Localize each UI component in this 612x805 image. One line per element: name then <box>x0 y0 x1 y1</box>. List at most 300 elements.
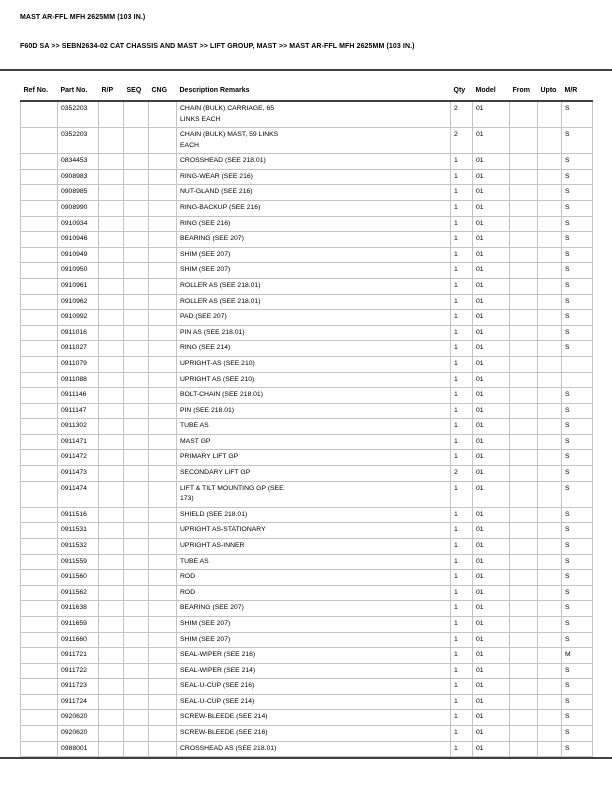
cell-upto <box>538 570 562 586</box>
cell-from <box>510 232 538 248</box>
cell-qty: 1 <box>451 403 473 419</box>
cell-model: 01 <box>473 523 510 539</box>
cell-qty: 1 <box>451 507 473 523</box>
cell-upto <box>538 154 562 170</box>
cell-from <box>510 310 538 326</box>
cell-rp <box>99 341 124 357</box>
table-row <box>21 554 593 570</box>
table-row <box>21 403 593 419</box>
description-text: CROSSHEAD AS (SEE 218.01) <box>180 744 277 752</box>
description-text: ROLLER AS (SEE 218.01) <box>180 281 261 289</box>
table-body <box>21 101 593 757</box>
cell-ref <box>21 185 58 201</box>
cell-ref <box>21 726 58 742</box>
cell-seq <box>124 585 149 601</box>
cell-seq <box>124 216 149 232</box>
cell-upto <box>538 601 562 617</box>
cell-from <box>510 466 538 482</box>
description-text: ROD <box>180 573 196 581</box>
cell-part: 0911722 <box>58 663 99 679</box>
cell-ref <box>21 278 58 294</box>
cell-mr: S <box>562 741 593 757</box>
table-row <box>21 341 593 357</box>
cell-model: 01 <box>473 481 510 507</box>
cell-mr: S <box>562 570 593 586</box>
cell-qty: 1 <box>451 663 473 679</box>
cell-seq <box>124 466 149 482</box>
cell-ref <box>21 325 58 341</box>
cell-rp <box>99 507 124 523</box>
cell-part: 0910961 <box>58 278 99 294</box>
cell-mr: S <box>562 663 593 679</box>
cell-seq <box>124 679 149 695</box>
description-text: SCREW-BLEEDE (SEE 214) <box>180 713 268 721</box>
description-text: SEAL-WIPER (SEE 216) <box>180 651 256 659</box>
cell-part: 0911473 <box>58 466 99 482</box>
cell-seq <box>124 128 149 154</box>
cell-part: 0911474 <box>58 481 99 507</box>
cell-part: 0910946 <box>58 232 99 248</box>
cell-ref <box>21 154 58 170</box>
cell-ref <box>21 679 58 695</box>
cell-cng <box>149 481 177 507</box>
cell-part: 0911472 <box>58 450 99 466</box>
table-row <box>21 450 593 466</box>
cell-model: 01 <box>473 294 510 310</box>
cell-upto <box>538 403 562 419</box>
cell-from <box>510 663 538 679</box>
cell-ref <box>21 403 58 419</box>
table-row <box>21 325 593 341</box>
cell-from <box>510 294 538 310</box>
cell-ref <box>21 694 58 710</box>
cell-part: 0908983 <box>58 169 99 185</box>
cell-qty: 1 <box>451 341 473 357</box>
description-text: PAD (SEE 207) <box>180 313 227 321</box>
cell-seq <box>124 663 149 679</box>
cell-qty: 1 <box>451 694 473 710</box>
cell-model: 01 <box>473 694 510 710</box>
cell-desc <box>177 325 451 341</box>
description-text: UPRIGHT-AS (SEE 210) <box>180 359 255 367</box>
cell-desc <box>177 450 451 466</box>
table-row <box>21 294 593 310</box>
cell-cng <box>149 726 177 742</box>
cell-mr: S <box>562 232 593 248</box>
cell-mr: S <box>562 310 593 326</box>
table-row <box>21 741 593 757</box>
cell-part: 0911088 <box>58 372 99 388</box>
cell-part: 0352203 <box>58 101 99 128</box>
description-text: UPRIGHT AS-STATIONARY <box>180 526 266 534</box>
cell-desc <box>177 507 451 523</box>
table-row <box>21 216 593 232</box>
cell-mr: S <box>562 200 593 216</box>
cell-desc <box>177 648 451 664</box>
cell-upto <box>538 419 562 435</box>
cell-part: 0834453 <box>58 154 99 170</box>
cell-part: 0911660 <box>58 632 99 648</box>
cell-rp <box>99 247 124 263</box>
cell-rp <box>99 616 124 632</box>
cell-desc <box>177 632 451 648</box>
table-row <box>21 585 593 601</box>
cell-desc <box>177 154 451 170</box>
table-row <box>21 523 593 539</box>
cell-desc <box>177 694 451 710</box>
cell-ref <box>21 419 58 435</box>
cell-ref <box>21 247 58 263</box>
cell-cng <box>149 570 177 586</box>
cell-desc <box>177 663 451 679</box>
cell-desc <box>177 356 451 372</box>
description-text: SEAL-WIPER (SEE 214) <box>180 666 256 674</box>
table-row <box>21 648 593 664</box>
cell-qty: 1 <box>451 247 473 263</box>
table-row <box>21 632 593 648</box>
description-text: RING (SEE 214) <box>180 344 231 352</box>
description-text: BEARING (SEE 207) <box>180 604 244 612</box>
cell-seq <box>124 232 149 248</box>
cell-rp <box>99 538 124 554</box>
cell-desc <box>177 616 451 632</box>
cell-ref <box>21 741 58 757</box>
description-text: ROLLER AS (SEE 218.01) <box>180 297 261 305</box>
table-row <box>21 710 593 726</box>
cell-rp <box>99 294 124 310</box>
cell-rp <box>99 356 124 372</box>
cell-desc <box>177 310 451 326</box>
cell-part: 0911531 <box>58 523 99 539</box>
cell-ref <box>21 450 58 466</box>
cell-part: 0908990 <box>58 200 99 216</box>
cell-part: 0910934 <box>58 216 99 232</box>
cell-upto <box>538 616 562 632</box>
cell-qty: 1 <box>451 679 473 695</box>
cell-qty: 1 <box>451 570 473 586</box>
cell-from <box>510 372 538 388</box>
cell-cng <box>149 601 177 617</box>
cell-qty: 1 <box>451 278 473 294</box>
cell-model: 01 <box>473 169 510 185</box>
cell-rp <box>99 632 124 648</box>
table-row <box>21 481 593 507</box>
cell-cng <box>149 128 177 154</box>
cell-upto <box>538 216 562 232</box>
cell-from <box>510 388 538 404</box>
cell-upto <box>538 523 562 539</box>
cell-desc <box>177 466 451 482</box>
cell-mr: S <box>562 450 593 466</box>
cell-mr: S <box>562 294 593 310</box>
description-text: TUBE AS <box>180 557 209 565</box>
cell-qty: 1 <box>451 450 473 466</box>
cell-part: 0910949 <box>58 247 99 263</box>
description-text: SHIM (SEE 207) <box>180 619 231 627</box>
cell-qty: 1 <box>451 372 473 388</box>
cell-ref <box>21 310 58 326</box>
cell-model: 01 <box>473 741 510 757</box>
cell-qty: 1 <box>451 154 473 170</box>
cell-mr: S <box>562 216 593 232</box>
cell-part: 0911027 <box>58 341 99 357</box>
cell-qty: 2 <box>451 128 473 154</box>
cell-mr: S <box>562 694 593 710</box>
cell-seq <box>124 710 149 726</box>
cell-rp <box>99 466 124 482</box>
cell-model: 01 <box>473 466 510 482</box>
cell-mr: S <box>562 632 593 648</box>
cell-rp <box>99 679 124 695</box>
cell-from <box>510 128 538 154</box>
description-text: UPRIGHT AS (SEE 210) <box>180 375 255 383</box>
cell-qty: 1 <box>451 601 473 617</box>
cell-rp <box>99 741 124 757</box>
cell-mr: S <box>562 507 593 523</box>
cell-cng <box>149 434 177 450</box>
cell-upto <box>538 481 562 507</box>
cell-qty: 1 <box>451 232 473 248</box>
cell-rp <box>99 388 124 404</box>
cell-mr: S <box>562 403 593 419</box>
description-text: CHAIN (BULK) CARRIAGE, 65 LINKS EACH <box>180 105 275 123</box>
cell-model: 01 <box>473 538 510 554</box>
cell-seq <box>124 450 149 466</box>
description-text: NUT-GLAND (SEE 216) <box>180 188 253 196</box>
cell-from <box>510 726 538 742</box>
cell-part: 0908985 <box>58 185 99 201</box>
cell-upto <box>538 169 562 185</box>
description-text: PIN (SEE 218.01) <box>180 406 235 414</box>
cell-part: 0988001 <box>58 741 99 757</box>
cell-cng <box>149 679 177 695</box>
cell-qty: 1 <box>451 216 473 232</box>
cell-upto <box>538 247 562 263</box>
breadcrumb: F60D SA >> SEBN2634-02 CAT CHASSIS AND MAST >> LIFT GROUP, MAST >> MAST AR-FFL MFH 2625MM (103 IN.) <box>20 43 415 50</box>
cell-upto <box>538 663 562 679</box>
cell-part: 0911516 <box>58 507 99 523</box>
cell-upto <box>538 310 562 326</box>
cell-qty: 1 <box>451 481 473 507</box>
cell-rp <box>99 523 124 539</box>
column-header-mr: M/R <box>562 71 593 101</box>
cell-part: 0911471 <box>58 434 99 450</box>
cell-desc <box>177 247 451 263</box>
cell-model: 01 <box>473 507 510 523</box>
cell-cng <box>149 741 177 757</box>
cell-rp <box>99 325 124 341</box>
cell-upto <box>538 200 562 216</box>
description-text: SHIM (SEE 207) <box>180 250 231 258</box>
table-row <box>21 726 593 742</box>
cell-seq <box>124 154 149 170</box>
cell-rp <box>99 710 124 726</box>
column-header-cng: CNG <box>149 71 177 101</box>
cell-qty: 1 <box>451 538 473 554</box>
cell-ref <box>21 710 58 726</box>
cell-mr: S <box>562 128 593 154</box>
cell-qty: 1 <box>451 169 473 185</box>
cell-desc <box>177 263 451 279</box>
page-title: MAST AR-FFL MFH 2625MM (103 IN.) <box>20 14 146 21</box>
cell-qty: 1 <box>451 263 473 279</box>
cell-rp <box>99 310 124 326</box>
document-page <box>0 13 612 759</box>
cell-from <box>510 185 538 201</box>
cell-part: 0911302 <box>58 419 99 435</box>
cell-mr: S <box>562 341 593 357</box>
cell-seq <box>124 263 149 279</box>
cell-model: 01 <box>473 372 510 388</box>
cell-cng <box>149 466 177 482</box>
cell-seq <box>124 726 149 742</box>
cell-model: 01 <box>473 570 510 586</box>
cell-part: 0910962 <box>58 294 99 310</box>
cell-from <box>510 710 538 726</box>
cell-qty: 2 <box>451 101 473 128</box>
cell-mr: S <box>562 679 593 695</box>
cell-from <box>510 403 538 419</box>
cell-from <box>510 216 538 232</box>
cell-seq <box>124 616 149 632</box>
cell-desc <box>177 601 451 617</box>
cell-desc <box>177 200 451 216</box>
cell-model: 01 <box>473 648 510 664</box>
cell-cng <box>149 419 177 435</box>
cell-qty: 1 <box>451 585 473 601</box>
cell-part: 0911638 <box>58 601 99 617</box>
cell-cng <box>149 663 177 679</box>
cell-mr: S <box>562 101 593 128</box>
cell-from <box>510 325 538 341</box>
cell-part: 0911016 <box>58 325 99 341</box>
cell-part: 0911659 <box>58 616 99 632</box>
cell-cng <box>149 507 177 523</box>
cell-cng <box>149 200 177 216</box>
cell-cng <box>149 372 177 388</box>
cell-cng <box>149 616 177 632</box>
cell-qty: 1 <box>451 726 473 742</box>
table-row <box>21 278 593 294</box>
cell-upto <box>538 232 562 248</box>
cell-rp <box>99 185 124 201</box>
table-row <box>21 466 593 482</box>
cell-cng <box>149 101 177 128</box>
cell-qty: 1 <box>451 185 473 201</box>
table-row <box>21 185 593 201</box>
description-text: ROD <box>180 588 196 596</box>
cell-seq <box>124 185 149 201</box>
cell-part: 0911147 <box>58 403 99 419</box>
cell-mr: S <box>562 278 593 294</box>
cell-desc <box>177 710 451 726</box>
cell-upto <box>538 585 562 601</box>
cell-from <box>510 419 538 435</box>
cell-rp <box>99 263 124 279</box>
cell-seq <box>124 372 149 388</box>
description-text: SEAL-U-CUP (SEE 216) <box>180 682 255 690</box>
cell-ref <box>21 169 58 185</box>
cell-desc <box>177 570 451 586</box>
cell-rp <box>99 154 124 170</box>
cell-upto <box>538 341 562 357</box>
cell-qty: 1 <box>451 200 473 216</box>
cell-seq <box>124 356 149 372</box>
cell-desc <box>177 419 451 435</box>
cell-mr: S <box>562 325 593 341</box>
cell-ref <box>21 616 58 632</box>
cell-model: 01 <box>473 632 510 648</box>
cell-desc <box>177 403 451 419</box>
cell-model: 01 <box>473 341 510 357</box>
table-row <box>21 419 593 435</box>
cell-model: 01 <box>473 726 510 742</box>
table-row <box>21 232 593 248</box>
cell-upto <box>538 466 562 482</box>
cell-cng <box>149 523 177 539</box>
cell-ref <box>21 101 58 128</box>
cell-qty: 1 <box>451 325 473 341</box>
cell-desc <box>177 185 451 201</box>
cell-cng <box>149 325 177 341</box>
cell-desc <box>177 278 451 294</box>
cell-qty: 1 <box>451 388 473 404</box>
cell-upto <box>538 434 562 450</box>
description-text: SCREW-BLEEDE (SEE 216) <box>180 729 268 737</box>
cell-part: 0911562 <box>58 585 99 601</box>
cell-model: 01 <box>473 585 510 601</box>
cell-mr <box>562 356 593 372</box>
table-row <box>21 247 593 263</box>
cell-mr: S <box>562 554 593 570</box>
cell-ref <box>21 388 58 404</box>
cell-model: 01 <box>473 419 510 435</box>
cell-ref <box>21 523 58 539</box>
cell-from <box>510 263 538 279</box>
description-text: RING-WEAR (SEE 216) <box>180 172 253 180</box>
cell-cng <box>149 554 177 570</box>
cell-desc <box>177 169 451 185</box>
cell-seq <box>124 388 149 404</box>
table-row <box>21 538 593 554</box>
cell-desc <box>177 101 451 128</box>
cell-upto <box>538 294 562 310</box>
cell-seq <box>124 403 149 419</box>
cell-qty: 1 <box>451 434 473 450</box>
cell-desc <box>177 434 451 450</box>
cell-from <box>510 601 538 617</box>
table-row <box>21 601 593 617</box>
cell-ref <box>21 663 58 679</box>
table-row <box>21 679 593 695</box>
cell-from <box>510 648 538 664</box>
cell-seq <box>124 419 149 435</box>
cell-desc <box>177 388 451 404</box>
cell-rp <box>99 372 124 388</box>
cell-model: 01 <box>473 388 510 404</box>
cell-mr: S <box>562 263 593 279</box>
cell-desc <box>177 372 451 388</box>
cell-upto <box>538 356 562 372</box>
cell-ref <box>21 507 58 523</box>
cell-rp <box>99 648 124 664</box>
cell-cng <box>149 294 177 310</box>
cell-upto <box>538 554 562 570</box>
description-text: BOLT-CHAIN (SEE 218.01) <box>180 391 263 399</box>
cell-desc <box>177 554 451 570</box>
cell-ref <box>21 481 58 507</box>
cell-from <box>510 101 538 128</box>
